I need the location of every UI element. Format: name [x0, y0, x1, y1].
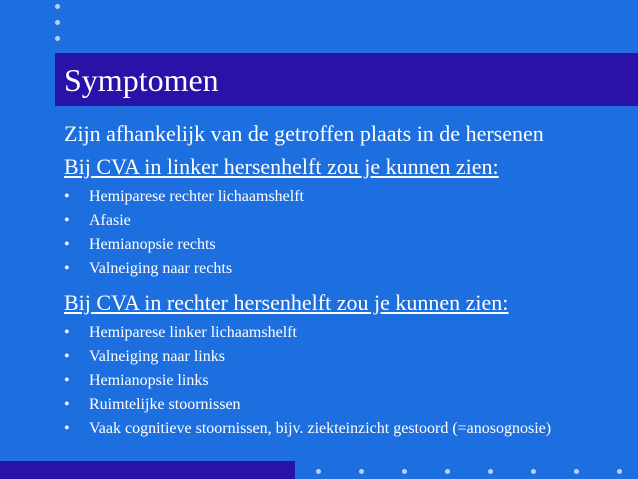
list-item — [64, 345, 634, 369]
decorative-dot — [55, 4, 60, 9]
decorative-dot — [488, 469, 493, 474]
decorative-dot — [359, 469, 364, 474]
list-item — [64, 321, 634, 345]
decorative-dot — [574, 469, 579, 474]
decorative-dot — [55, 36, 60, 41]
list-item-text: Hemiparese rechter lichaamshelft — [89, 188, 304, 205]
slide-title: Symptomen — [64, 62, 219, 98]
list-item — [64, 185, 634, 209]
list-item-text: Hemianopsie links — [89, 372, 209, 389]
bullet-list-left-hemisphere — [64, 185, 634, 281]
section-heading-left-hemisphere: Bij CVA in linker hersenhelft zou je kunnen zien: — [64, 154, 499, 179]
section-heading-right-hemisphere: Bij CVA in rechter hersenhelft zou je kunnen zien: — [64, 290, 509, 315]
list-item-text: Valneiging naar rechts — [89, 260, 233, 277]
list-item-text: Hemiparese linker lichaamshelft — [89, 324, 297, 341]
list-item — [64, 369, 634, 393]
bullet-icon: • — [64, 188, 70, 205]
bullet-icon: • — [64, 324, 70, 341]
decorative-dot — [316, 469, 321, 474]
decorative-dots-top-left — [55, 4, 60, 52]
bullet-icon: • — [64, 372, 70, 389]
decorative-dots-bottom — [0, 469, 638, 475]
list-item-text: Ruimtelijke stoornissen — [89, 396, 241, 413]
bullet-icon: • — [64, 396, 70, 413]
title-bar — [55, 53, 638, 106]
list-item-text: Valneiging naar links — [89, 348, 225, 365]
list-item — [64, 393, 634, 417]
decorative-dot — [402, 469, 407, 474]
list-item — [64, 209, 634, 233]
decorative-dot — [55, 20, 60, 25]
intro-text: Zijn afhankelijk van de getroffen plaats in de hersenen — [64, 121, 544, 146]
decorative-dot — [617, 469, 622, 474]
slide-content — [64, 120, 634, 441]
bullet-icon: • — [64, 348, 70, 365]
list-item-text: Hemianopsie rechts — [89, 236, 216, 253]
bullet-icon: • — [64, 212, 70, 229]
list-item — [64, 233, 634, 257]
list-item-text: Vaak cognitieve stoornissen, bijv. ziekteinzicht gestoord (=anosognosie) — [89, 420, 552, 437]
bullet-list-right-hemisphere — [64, 321, 634, 441]
list-item — [64, 257, 634, 281]
decorative-dot — [445, 469, 450, 474]
bullet-icon: • — [64, 236, 70, 253]
bullet-icon: • — [64, 420, 70, 437]
list-item-text: Afasie — [89, 212, 131, 229]
bullet-icon: • — [64, 260, 70, 277]
decorative-dot — [531, 469, 536, 474]
list-item — [64, 417, 634, 441]
